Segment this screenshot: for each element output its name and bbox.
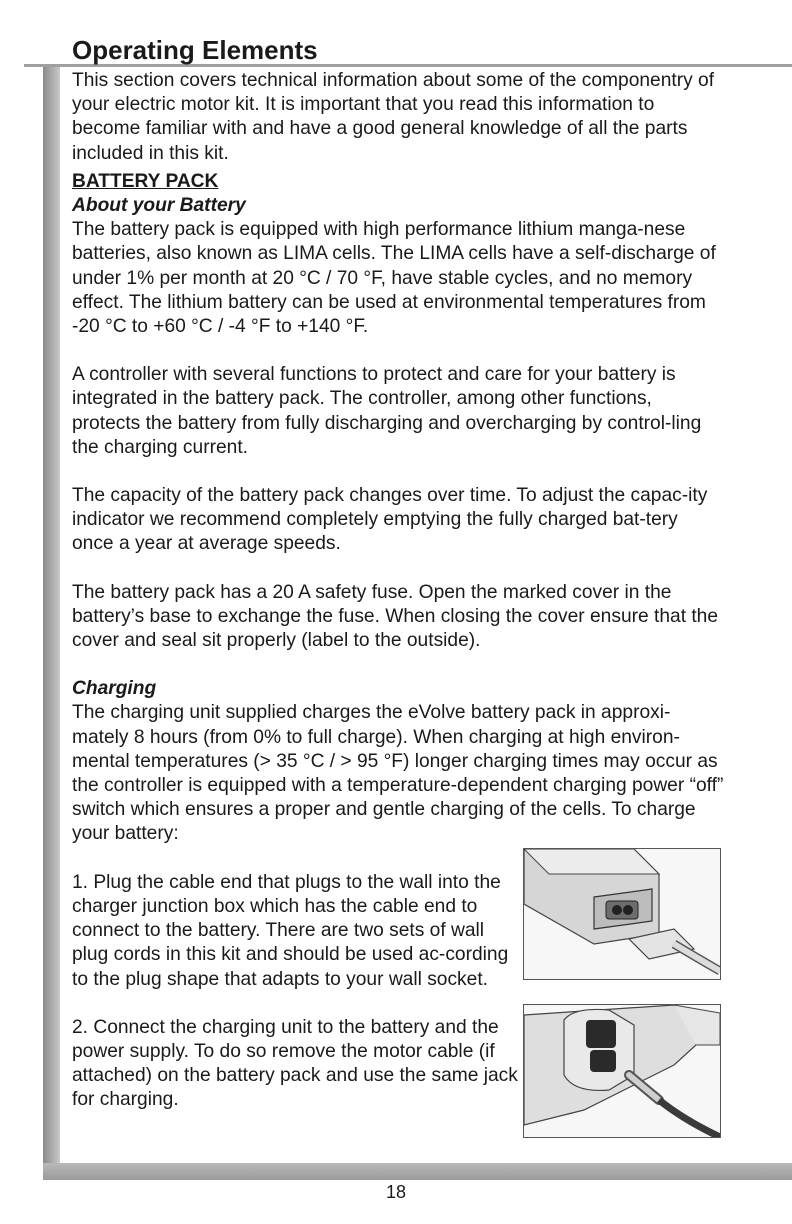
battery-charging-jack-figure — [523, 1004, 721, 1138]
charger-plug-figure — [523, 848, 721, 980]
page-number: 18 — [385, 1182, 407, 1202]
page-left-border — [43, 66, 60, 1180]
battery-paragraph-3: The capacity of the battery pack changes over time. To adjust the capac-ity indicator we recommend completely emptying the fully charged bat-tery once a year at average speeds. — [72, 485, 708, 555]
battery-paragraph-4: The battery pack has a 20 A safety fuse. Open the marked cover in the battery’s base to exchange the fuse. When closing the cover ensure that the cover and seal sit properly (label to the outside). — [72, 581, 719, 652]
page-title: Operating Elements — [72, 35, 318, 65]
charging-subheading: Charging — [72, 678, 157, 700]
charging-paragraph: The charging unit supplied charges the eVolve battery pack in approxi-mately 8 hours (from 0% to full charge). When charging at high environ-mental temperatures (> 35 °C / > 95 °F) longer charging times may occur as the controller is equipped with a temperature-dependent charging power “off” switch which ensures a proper and gentle charging of the cells. To charge your battery: — [72, 702, 724, 845]
charging-step-1: 1. Plug the cable end that plugs to the wall into the charger junction box which has the cable end to connect to the battery. There are two sets of wall plug cords in this kit and should be used ac-cording to the plug shape that adapts to your wall socket. — [72, 871, 509, 990]
about-battery-subheading: About your Battery — [72, 195, 246, 217]
battery-paragraph-1: The battery pack is equipped with high performance lithium manga-nese batteries, also known as LIMA cells. The LIMA cells have a self-discharge of under 1% per month at 20 °C / 70 °F, have stable cycles, and no memory effect. The lithium battery can be used at environmental temperatures from -20 °C to +60 °C / -4 °F to +140 °F. — [72, 219, 716, 338]
charging-step-2: 2. Connect the charging unit to the battery and the power supply. To do so remove the motor cable (if attached) on the battery pack and use the same jack for charging. — [72, 1016, 518, 1111]
page-bottom-border — [43, 1163, 792, 1180]
battery-pack-heading: BATTERY PACK — [72, 170, 219, 192]
intro-paragraph: This section covers technical information about some of the componentry of your electric motor kit. It is important that you read this information to become familiar with and have a good general knowledge of all the parts included in this kit. — [72, 70, 715, 164]
battery-paragraph-2: A controller with several functions to protect and care for your battery is integrated in the battery pack. The controller, among other functions, protects the battery from fully discharging and overcharging by control-ling the charging current. — [72, 364, 702, 458]
